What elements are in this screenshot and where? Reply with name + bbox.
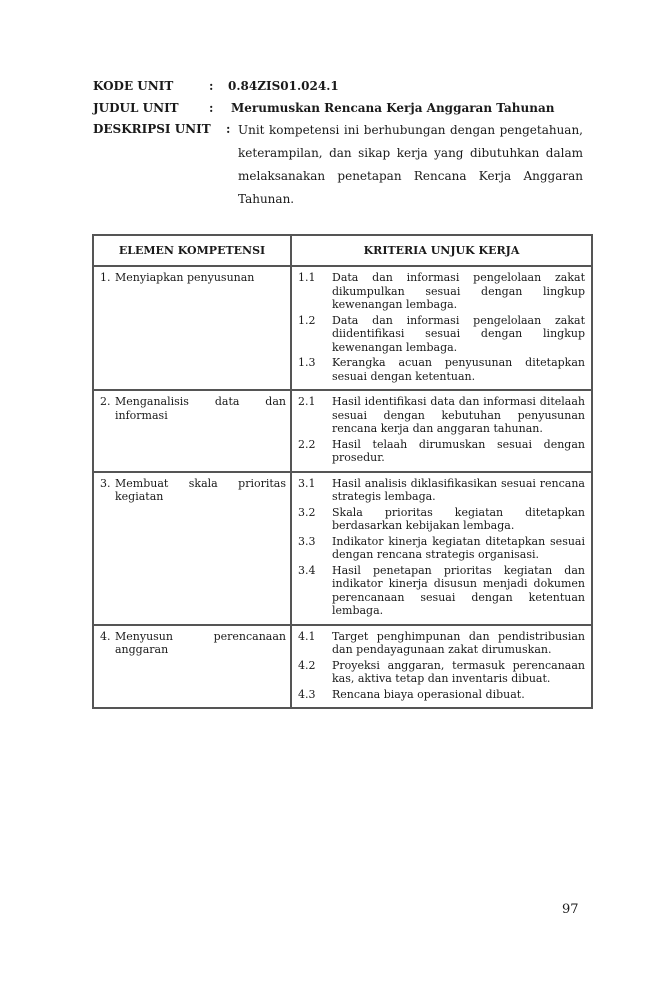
kriteria-text: Hasil telaah dirumuskan sesuai dengan prosedur.	[332, 437, 585, 464]
kriteria-text: Data dan informasi pengelolaan zakat dikumpulkan sesuai dengan lingkup kewenangan lembaga.	[332, 271, 585, 311]
kriteria-number: 1.3	[298, 356, 316, 369]
kriteria-cell	[291, 390, 592, 472]
kriteria-text: Skala prioritas kegiatan ditetapkan berdasarkan kebijakan lembaga.	[332, 505, 585, 532]
kriteria-text: Indikator kinerja kegiatan ditetapkan sesuai dengan rencana strategis organisasi.	[332, 534, 585, 561]
competency-table	[92, 234, 593, 709]
elemen-cell	[93, 625, 291, 709]
elemen-cell	[93, 390, 291, 472]
kriteria-item	[298, 438, 585, 465]
kriteria-number: 3.3	[298, 534, 316, 548]
kriteria-item	[298, 314, 585, 355]
unit-header	[93, 76, 583, 211]
kriteria-cell	[291, 266, 592, 390]
kriteria-number: 1.2	[298, 313, 316, 327]
kriteria-item	[298, 564, 585, 618]
deskripsi-unit-label: DESKRIPSI UNIT	[93, 122, 211, 136]
elemen-cell	[93, 266, 291, 390]
kode-unit-value: 0.84ZIS01.024.1	[228, 79, 339, 93]
kriteria-item	[298, 535, 585, 562]
elemen-text: Menganalisis data dan informasi	[115, 395, 286, 422]
judul-unit-value: Merumuskan Rencana Kerja Anggaran Tahunan	[231, 100, 555, 115]
kriteria-number: 4.1	[298, 629, 316, 643]
deskripsi-unit-value: Unit kompetensi ini berhubungan dengan pengetahuan, keterampilan, dan sikap kerja yang dibutuhkan dalam melaksanakan penetapan Rencana Kerja Anggaran Tahunan.	[238, 123, 583, 206]
colon: :	[209, 100, 214, 115]
header-kriteria-unjuk-kerja: KRITERIA UNJUK KERJA	[291, 235, 592, 266]
kriteria-number: 3.4	[298, 563, 316, 577]
deskripsi-unit-row	[93, 119, 583, 211]
elemen-kompetensi	[100, 630, 286, 657]
kriteria-cell	[291, 472, 592, 625]
kriteria-item	[298, 395, 585, 436]
elemen-text: Menyiapkan penyusunan	[115, 271, 255, 284]
kriteria-text: Kerangka acuan penyusunan ditetapkan sesuai dengan ketentuan.	[332, 356, 585, 383]
header-elemen-kompetensi: ELEMEN KOMPETENSI	[93, 235, 291, 266]
elemen-kompetensi	[100, 395, 286, 422]
kriteria-text: Target penghimpunan dan pendistribusian dan pendayagunaan zakat dirumuskan.	[332, 629, 585, 656]
judul-unit-row	[93, 98, 583, 120]
kriteria-number: 2.2	[298, 437, 316, 451]
kriteria-text: Rencana biaya operasional dibuat.	[332, 687, 525, 701]
elemen-number: 1.	[100, 271, 111, 284]
elemen-kompetensi	[100, 477, 286, 504]
kriteria-text: Hasil analisis diklasifikasikan sesuai rencana strategis lembaga.	[332, 476, 585, 503]
kriteria-text: Hasil identifikasi data dan informasi ditelaah sesuai dengan kebutuhan penyusunan rencana kerja dan anggaran tahunan.	[332, 395, 585, 435]
kriteria-cell	[291, 625, 592, 709]
kriteria-item	[298, 477, 585, 504]
kriteria-item	[298, 630, 585, 657]
colon: :	[226, 122, 231, 136]
kriteria-item	[298, 271, 585, 312]
elemen-cell	[93, 472, 291, 625]
kriteria-text: Hasil penetapan prioritas kegiatan dan indikator kinerja disusun menjadi dokumen perencanaan sesuai dengan ketentuan lembaga.	[332, 563, 585, 617]
kode-unit-row	[93, 76, 583, 98]
table-header-row	[93, 235, 592, 266]
table-row	[93, 472, 592, 625]
kriteria-number: 1.1	[298, 271, 316, 284]
table-row	[93, 625, 592, 709]
colon: :	[209, 79, 214, 93]
kode-unit-label: KODE UNIT	[93, 79, 174, 93]
page-number: 97	[562, 902, 579, 917]
kriteria-item	[298, 356, 585, 383]
elemen-kompetensi	[100, 271, 286, 285]
elemen-number: 2.	[100, 395, 111, 408]
kriteria-number: 3.1	[298, 476, 316, 490]
elemen-number: 4.	[100, 629, 111, 643]
kriteria-number: 4.3	[298, 687, 316, 701]
kriteria-text: Proyeksi anggaran, termasuk perencanaan kas, aktiva tetap dan inventaris dibuat.	[332, 658, 585, 685]
elemen-number: 3.	[100, 476, 111, 490]
kriteria-number: 2.1	[298, 395, 316, 408]
elemen-text: Membuat skala prioritas kegiatan	[115, 476, 286, 503]
elemen-text: Menyusun perencanaan anggaran	[115, 629, 286, 656]
kriteria-number: 4.2	[298, 658, 316, 672]
table-row	[93, 266, 592, 390]
kriteria-item	[298, 506, 585, 533]
kriteria-item	[298, 688, 585, 702]
kriteria-item	[298, 659, 585, 686]
judul-unit-label: JUDUL UNIT	[93, 100, 179, 115]
kriteria-number: 3.2	[298, 505, 316, 519]
kriteria-text: Data dan informasi pengelolaan zakat diidentifikasi sesuai dengan lingkup kewenangan lembaga.	[332, 313, 585, 354]
table-row	[93, 390, 592, 472]
